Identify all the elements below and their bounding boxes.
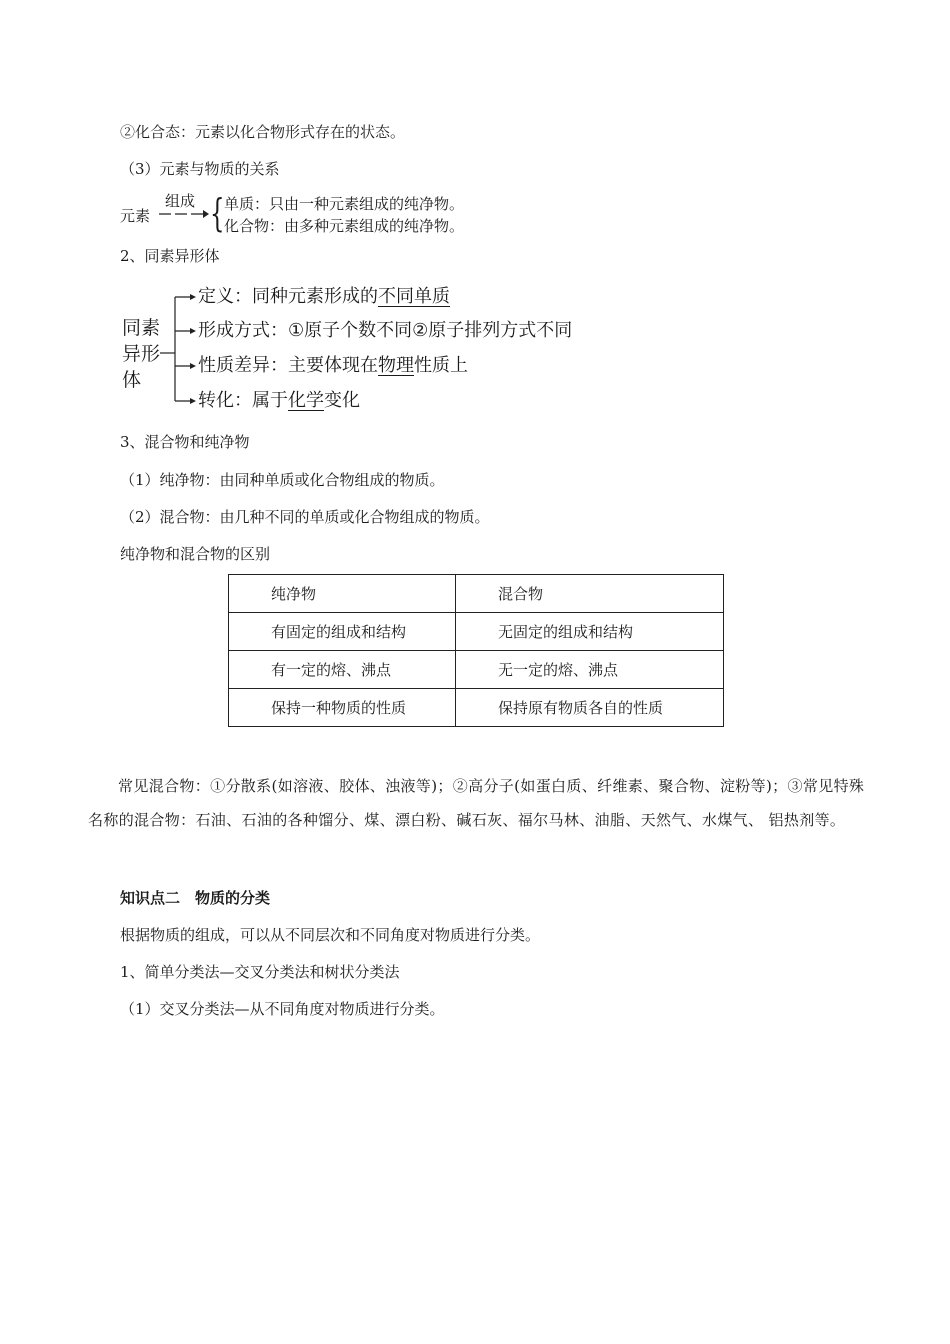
simple-classification-heading: 1、简单分类法—交叉分类法和树状分类法 — [120, 963, 400, 981]
table-header-cell: 混合物 — [456, 575, 724, 613]
mixture-heading: 3、混合物和纯净物 — [120, 433, 250, 451]
table-cell: 有一定的熔、沸点 — [229, 651, 456, 689]
item-underlined: 不同单质 — [378, 286, 450, 307]
common-mixtures-paragraph: 常见混合物：①分散系(如溶液、胶体、浊液等)；②高分子(如蛋白质、纤维素、聚合物、淀粉等)；③常见特殊名称的混合物：石油、石油的各种馏分、煤、漂白粉、碱石灰、福尔马林、油脂、天然气、水煤气、 铝热剂等。 — [88, 777, 865, 829]
branch-simple-substance: 单质：只由一种元素组成的纯净物。 — [224, 195, 465, 213]
comparison-table — [228, 574, 724, 727]
allotrope-conversion — [198, 389, 360, 413]
diagram-relation-label: 组成 — [165, 192, 196, 210]
diagram-root-element: 元素 — [120, 207, 151, 225]
item-underlined: 物理 — [378, 355, 414, 376]
table-cell: 无一定的熔、沸点 — [456, 651, 724, 689]
allotrope-definition — [198, 285, 450, 309]
compound-state-line: ②化合态：元素以化合物形式存在的状态。 — [120, 123, 406, 141]
item-underlined: 化学 — [288, 390, 324, 411]
item-text: 定义：同种元素形成的 — [198, 286, 378, 307]
table-cell: 保持原有物质各自的性质 — [456, 689, 724, 727]
item-text: 转化：属于 — [198, 390, 288, 411]
table-header-cell: 纯净物 — [229, 575, 456, 613]
knowledge-point-2-title: 知识点二 物质的分类 — [120, 889, 271, 907]
table-header-row — [229, 575, 724, 613]
table-row — [229, 651, 724, 689]
allotrope-diagram — [118, 283, 638, 418]
cross-classification-line: （1）交叉分类法—从不同角度对物质进行分类。 — [120, 1000, 445, 1018]
table-cell: 有固定的组成和结构 — [229, 613, 456, 651]
pure-substance-definition: （1）纯净物：由同种单质或化合物组成的物质。 — [120, 471, 445, 489]
element-substance-diagram — [120, 193, 520, 237]
difference-heading: 纯净物和混合物的区别 — [120, 545, 271, 563]
table-row — [229, 613, 724, 651]
kp2-intro: 根据物质的组成，可以从不同层次和不同角度对物质进行分类。 — [120, 926, 541, 944]
allotrope-root: 同素异形体 — [122, 317, 161, 391]
relation-arrow-icon — [157, 207, 209, 221]
table-cell: 保持一种物质的性质 — [229, 689, 456, 727]
item-text: 性质上 — [414, 355, 468, 376]
table-row — [229, 689, 724, 727]
relation-heading: （3）元素与物质的关系 — [120, 160, 280, 178]
table-cell: 无固定的组成和结构 — [456, 613, 724, 651]
item-text: 性质差异：主要体现在 — [198, 355, 378, 376]
branch-compound: 化合物：由多种元素组成的纯净物。 — [224, 217, 465, 235]
item-text: 变化 — [324, 390, 360, 411]
mixture-definition: （2）混合物：由几种不同的单质或化合物组成的物质。 — [120, 508, 490, 526]
allotrope-heading: 2、同素异形体 — [120, 247, 220, 265]
brace-icon: { — [210, 191, 225, 235]
allotrope-formation — [198, 319, 572, 343]
allotrope-property-difference — [198, 354, 468, 378]
item-text: 形成方式：①原子个数不同②原子排列方式不同 — [198, 320, 573, 341]
